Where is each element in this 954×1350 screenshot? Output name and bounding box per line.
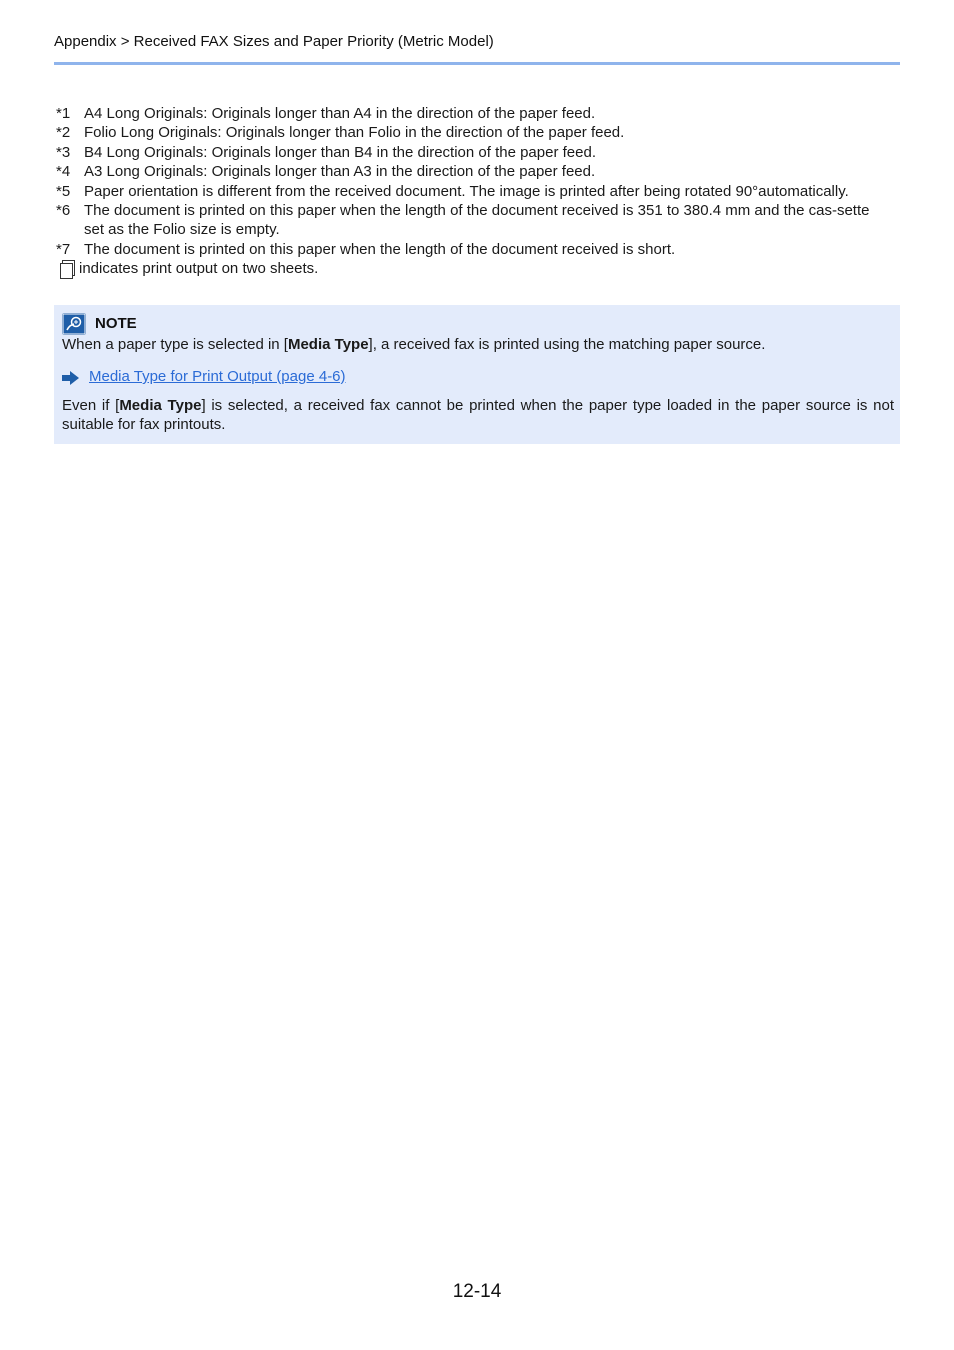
footnote-mark: *1 — [56, 105, 71, 122]
footnote-mark: *5 — [56, 182, 71, 200]
footnote-text: Folio Long Originals: Originals longer than Folio in the direction of the paper feed. — [84, 124, 625, 142]
note-title: NOTE — [95, 315, 137, 332]
note-paragraph-1: When a paper type is selected in [Media Type], a received fax is printed using the matching paper source. — [62, 336, 766, 353]
footnote-mark: *3 — [56, 143, 71, 161]
footnote-text: B4 Long Originals: Originals longer than B4 in the direction of the paper feed. — [84, 143, 596, 161]
footnote-text: A3 Long Originals: Originals longer than A3 in the direction of the paper feed. — [84, 163, 596, 181]
footnote-4 — [56, 162, 902, 181]
footnote-7 — [56, 240, 902, 259]
media-type-link[interactable]: Media Type for Print Output (page 4-6) — [89, 368, 346, 385]
footnote-6 — [56, 201, 902, 240]
footnote-3 — [56, 143, 902, 162]
breadcrumb: Appendix > Received FAX Sizes and Paper Priority (Metric Model) — [54, 33, 494, 50]
page-number: 12-14 — [452, 1281, 502, 1302]
footnote-1 — [56, 104, 902, 123]
media-type-label: Media Type — [287, 336, 369, 353]
note-paragraph-2: Even if [Media Type] is selected, a received fax cannot be printed when the paper type loaded in the paper source is not suitable for fax printouts. — [62, 397, 894, 434]
footnote-text: Paper orientation is different from the received document. The image is printed after being rotated 90°automatically. — [84, 182, 849, 200]
footnote-mark: *2 — [56, 124, 71, 142]
legend-line — [56, 259, 902, 278]
note-box — [54, 305, 900, 444]
two-sheets-icon — [60, 260, 76, 279]
header-rule — [54, 62, 900, 65]
legend-text: indicates print output on two sheets. — [79, 260, 319, 278]
footnote-2 — [56, 123, 902, 142]
footnote-text: The document is printed on this paper when the length of the document received is 351 to 380.4 mm and the cas-sette set as the Folio size is empty. — [84, 202, 870, 239]
footnote-mark: *7 — [56, 240, 71, 258]
note-icon — [62, 313, 86, 335]
media-type-label: Media Type — [119, 397, 202, 414]
footnotes-list — [56, 104, 902, 279]
footnote-text: A4 Long Originals: Originals longer than A4 in the direction of the paper feed. — [84, 105, 596, 122]
footnote-mark: *4 — [56, 163, 71, 181]
note-link-row — [62, 367, 346, 386]
note-header — [62, 313, 137, 335]
footnote-5 — [56, 182, 902, 201]
footnote-mark: *6 — [56, 202, 71, 220]
arrow-right-icon — [62, 371, 79, 385]
footnote-text: The document is printed on this paper when the length of the document received is short. — [84, 240, 676, 258]
